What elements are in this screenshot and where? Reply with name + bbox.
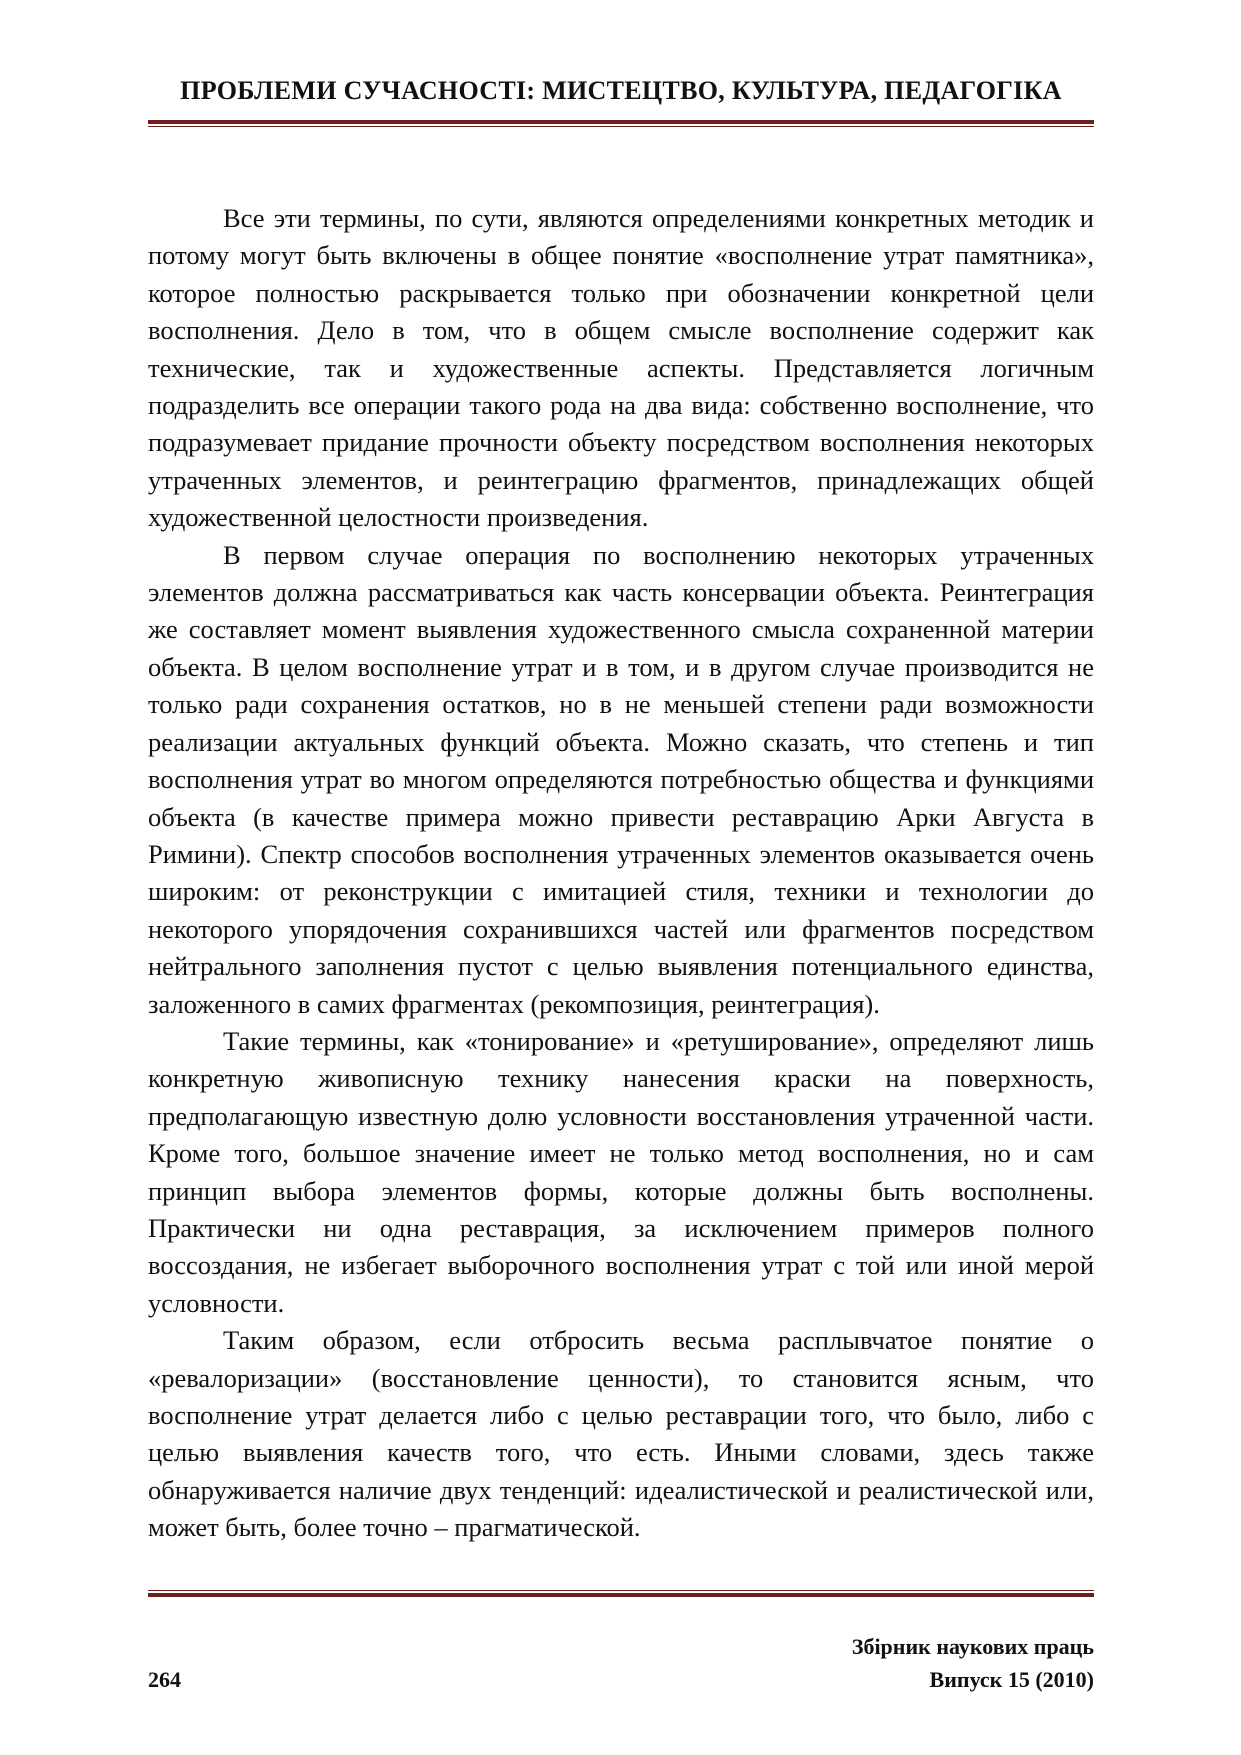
paragraph-1: Все эти термины, по сути, являются определениями конкретных методик и потому могут быть включены в общее понятие «восполнение утрат памятника», которое полностью раскрывается только при обозначении конкретной цели восполнения. Дело в том, что в общем смысле восполнение содержит как технические, так и художественные аспекты. Представляется логичным подразделить все операции такого рода на два вида: собственно восполнение, что подразумевает придание прочности объекту посредством восполнения некоторых утраченных элементов, и реинтеграцию фрагментов, принадлежащих общей художественной целостности произведения. — [148, 203, 1094, 533]
paragraph-3: Такие термины, как «тонирование» и «ретуширование», определяют лишь конкретную живописную технику нанесения краски на поверхность, предполагающую известную долю условности восстановления утраченной части. Кроме того, большое значение имеет не только метод восполнения, но и сам принцип выбора элементов формы, которые должны быть восполнены. Практически ни одна реставрация, за исключением примеров полного воссоздания, не избегает выборочного восполнения утрат с той или иной мерой условности. — [148, 1025, 1094, 1318]
footer-rule-thick — [148, 1593, 1094, 1597]
header-rule — [148, 120, 1094, 127]
article-body — [148, 200, 1094, 1547]
footer-rule-thin — [148, 1590, 1094, 1591]
page-number: 264 — [148, 1667, 181, 1692]
journal-title: Збірник наукових праць — [851, 1634, 1094, 1659]
running-header-title: ПРОБЛЕМИ СУЧАСНОСТІ: МИСТЕЦТВО, КУЛЬТУРА, ПЕДАГОГІКА — [180, 76, 1062, 105]
issue-number: Випуск 15 (2010) — [929, 1667, 1094, 1692]
footer-rule — [148, 1590, 1094, 1597]
footer-journal-info — [852, 1630, 1094, 1696]
header-rule-thick — [148, 120, 1094, 124]
header-rule-thin — [148, 126, 1094, 127]
paragraph-2: В первом случае операция по восполнению некоторых утраченных элементов должна рассматриваться как часть консервации объекта. Реинтеграция же составляет момент выявления художественного смысла сохраненной материи объекта. В целом восполнение утрат и в том, и в другом случае производится не только ради сохранения остатков, но в не меньшей степени ради возможности реализации актуальных функций объекта. Можно сказать, что степень и тип восполнения утрат во многом определяются потребностью общества и функциями объекта (в качестве примера можно привести реставрацию Арки Августа в Римини). Спектр способов восполнения утраченных элементов оказывается очень широким: от реконструкции с имитацией стиля, техники и технологии до некоторого упорядочения сохранившихся частей или фрагментов посредством нейтрального заполнения пустот с целью выявления потенциального единства, заложенного в самих фрагментах (рекомпозиция, реинтеграция). — [148, 539, 1094, 1019]
paragraph-4: Таким образом, если отбросить весьма расплывчатое понятие о «ревалоризации» (восстановление ценности), то становится ясным, что восполнение утрат делается либо с целью реставрации того, что было, либо с целью выявления качеств того, что есть. Иными словами, здесь также обнаруживается наличие двух тенденций: идеалистической и реалистической или, может быть, более точно – прагматической. — [148, 1325, 1094, 1543]
